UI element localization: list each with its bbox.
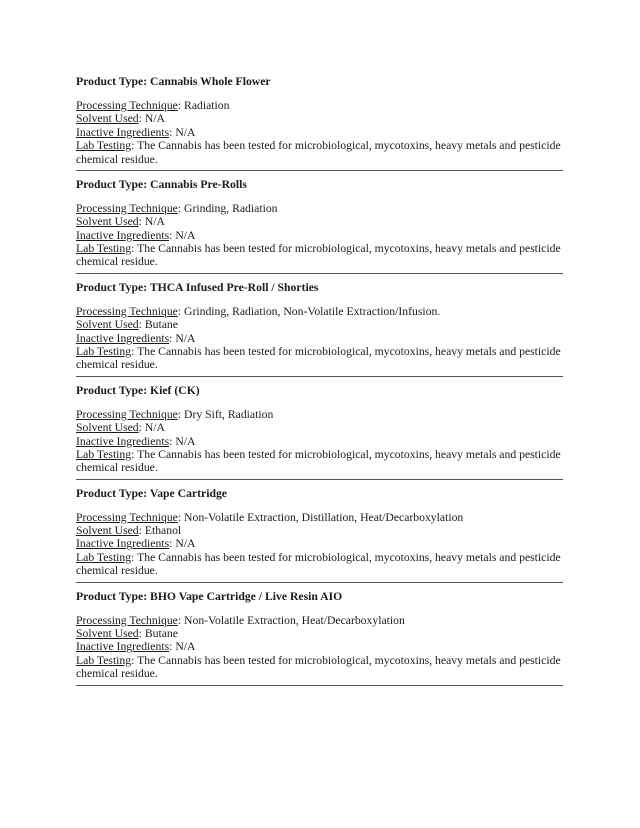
inactive-ingredients-row — [76, 332, 572, 345]
solvent-used-row — [76, 627, 572, 640]
solvent-used-label: Solvent Used — [76, 524, 139, 538]
inactive-ingredients-value: N/A — [175, 640, 196, 654]
lab-testing-label: Lab Testing — [76, 653, 132, 667]
section-divider — [76, 376, 563, 377]
lab-testing-label: Lab Testing — [76, 139, 132, 153]
processing-technique-value: Grinding, Radiation, Non-Volatile Extraction/Infusion. — [184, 304, 441, 318]
lab-testing-label: Lab Testing — [76, 345, 132, 358]
product-type-label: Product Type: — [76, 383, 148, 397]
product-type-label: Product Type: — [76, 486, 148, 500]
section-divider — [76, 170, 563, 171]
processing-technique-value: Dry Sift, Radiation — [184, 407, 274, 421]
inactive-ingredients-value: N/A — [175, 434, 196, 448]
processing-technique-value: Non-Volatile Extraction, Heat/Decarboxylation — [184, 613, 405, 627]
inactive-ingredients-label: Inactive Ingredients — [76, 434, 170, 448]
lab-testing-value: The Cannabis has been tested for microbiological, mycotoxins, heavy metals and pesticide chemical residue. — [76, 447, 561, 475]
solvent-used-colon: : — [138, 627, 142, 640]
processing-technique-row — [76, 305, 572, 318]
product-type-heading — [76, 487, 572, 500]
processing-technique-label: Processing Technique — [76, 510, 178, 524]
lab-testing-label: Lab Testing — [76, 242, 132, 256]
product-type-value: Cannabis Whole Flower — [150, 75, 271, 88]
lab-testing-value: The Cannabis has been tested for microbiological, mycotoxins, heavy metals and pesticide chemical residue. — [76, 653, 561, 681]
processing-technique-row — [76, 511, 572, 524]
section-divider — [76, 479, 563, 480]
processing-technique-row — [76, 614, 572, 627]
solvent-used-label: Solvent Used — [76, 318, 139, 332]
inactive-ingredients-row — [76, 229, 572, 242]
lab-testing-row — [76, 551, 572, 578]
lab-testing-colon: : — [131, 550, 135, 564]
lab-testing-label: Lab Testing — [76, 447, 132, 461]
section-divider — [76, 582, 563, 583]
product-type-value: Kief (CK) — [150, 383, 200, 397]
inactive-ingredients-label: Inactive Ingredients — [76, 640, 170, 654]
inactive-ingredients-value: N/A — [175, 125, 196, 139]
inactive-ingredients-value: N/A — [175, 228, 196, 242]
processing-technique-value: Radiation — [184, 98, 230, 112]
lab-testing-colon: : — [131, 139, 135, 153]
lab-testing-row — [76, 242, 572, 269]
inactive-ingredients-colon: : — [169, 434, 173, 448]
solvent-used-colon: : — [138, 524, 142, 538]
product-section — [76, 590, 640, 686]
processing-technique-label: Processing Technique — [76, 98, 178, 112]
lab-testing-value: The Cannabis has been tested for microbiological, mycotoxins, heavy metals and pesticide chemical residue. — [76, 139, 561, 166]
solvent-used-colon: : — [138, 318, 142, 332]
processing-technique-colon: : — [177, 98, 182, 112]
inactive-ingredients-colon: : — [169, 125, 173, 139]
section-divider — [76, 273, 563, 274]
solvent-used-row — [76, 215, 572, 228]
inactive-ingredients-row — [76, 537, 572, 550]
solvent-used-row — [76, 112, 572, 125]
processing-technique-label: Processing Technique — [76, 613, 178, 627]
solvent-used-label: Solvent Used — [76, 215, 139, 229]
product-type-heading — [76, 281, 572, 294]
processing-technique-colon: : — [177, 304, 182, 318]
lab-testing-colon: : — [131, 447, 135, 461]
inactive-ingredients-label: Inactive Ingredients — [76, 537, 170, 551]
product-type-label: Product Type: — [76, 177, 148, 191]
section-divider — [76, 685, 563, 686]
processing-technique-row — [76, 202, 572, 215]
lab-testing-label: Lab Testing — [76, 550, 132, 564]
solvent-used-value: N/A — [144, 421, 165, 435]
solvent-used-colon: : — [138, 421, 142, 435]
inactive-ingredients-label: Inactive Ingredients — [76, 125, 170, 139]
solvent-used-label: Solvent Used — [76, 627, 139, 640]
product-type-value: BHO Vape Cartridge / Live Resin AIO — [150, 589, 343, 603]
lab-testing-colon: : — [131, 242, 135, 256]
solvent-used-label: Solvent Used — [76, 112, 139, 126]
lab-testing-row — [76, 139, 572, 166]
inactive-ingredients-colon: : — [169, 228, 173, 242]
solvent-used-value: Butane — [144, 318, 178, 332]
lab-testing-value: The Cannabis has been tested for microbiological, mycotoxins, heavy metals and pesticide chemical residue. — [76, 550, 561, 578]
solvent-used-value: Ethanol — [144, 524, 182, 538]
inactive-ingredients-colon: : — [169, 331, 173, 345]
processing-technique-label: Processing Technique — [76, 201, 178, 215]
solvent-used-value: N/A — [144, 215, 165, 229]
processing-technique-colon: : — [177, 613, 182, 627]
solvent-used-row — [76, 421, 572, 434]
product-type-heading — [76, 178, 572, 191]
solvent-used-label: Solvent Used — [76, 421, 139, 435]
inactive-ingredients-value: N/A — [175, 537, 196, 551]
solvent-used-colon: : — [138, 215, 142, 229]
product-type-heading — [76, 384, 572, 397]
product-section — [76, 384, 640, 480]
product-type-label: Product Type: — [76, 75, 148, 88]
processing-technique-row — [76, 99, 572, 112]
solvent-used-value: Butane — [144, 627, 178, 640]
inactive-ingredients-colon: : — [169, 537, 173, 551]
inactive-ingredients-row — [76, 640, 572, 653]
lab-testing-colon: : — [131, 345, 135, 358]
processing-technique-label: Processing Technique — [76, 407, 178, 421]
product-type-heading — [76, 75, 572, 88]
lab-testing-colon: : — [131, 653, 135, 667]
processing-technique-row — [76, 408, 572, 421]
product-type-heading — [76, 590, 572, 603]
product-section — [76, 178, 640, 274]
document-page — [76, 75, 640, 686]
lab-testing-row — [76, 345, 572, 372]
product-type-label: Product Type: — [76, 280, 148, 294]
product-type-label: Product Type: — [76, 589, 148, 603]
lab-testing-value: The Cannabis has been tested for microbiological, mycotoxins, heavy metals and pesticide chemical residue. — [76, 242, 561, 269]
inactive-ingredients-row — [76, 126, 572, 139]
lab-testing-row — [76, 448, 572, 475]
processing-technique-colon: : — [177, 407, 182, 421]
lab-testing-value: The Cannabis has been tested for microbiological, mycotoxins, heavy metals and pesticide chemical residue. — [76, 345, 561, 372]
inactive-ingredients-colon: : — [169, 640, 173, 654]
product-section — [76, 281, 640, 377]
solvent-used-row — [76, 318, 572, 331]
product-section — [76, 75, 640, 171]
product-section — [76, 487, 640, 583]
solvent-used-value: N/A — [144, 112, 165, 126]
processing-technique-label: Processing Technique — [76, 304, 178, 318]
inactive-ingredients-row — [76, 435, 572, 448]
processing-technique-value: Grinding, Radiation — [184, 201, 278, 215]
inactive-ingredients-value: N/A — [175, 331, 196, 345]
processing-technique-colon: : — [177, 201, 182, 215]
inactive-ingredients-label: Inactive Ingredients — [76, 331, 170, 345]
product-type-value: Vape Cartridge — [149, 486, 227, 500]
solvent-used-row — [76, 524, 572, 537]
product-type-value: Cannabis Pre-Rolls — [150, 177, 247, 191]
lab-testing-row — [76, 654, 572, 681]
processing-technique-value: Non-Volatile Extraction, Distillation, Heat/Decarboxylation — [184, 510, 464, 524]
inactive-ingredients-label: Inactive Ingredients — [76, 228, 170, 242]
solvent-used-colon: : — [138, 112, 142, 126]
processing-technique-colon: : — [177, 510, 182, 524]
product-type-value: THCA Infused Pre-Roll / Shorties — [149, 280, 319, 294]
